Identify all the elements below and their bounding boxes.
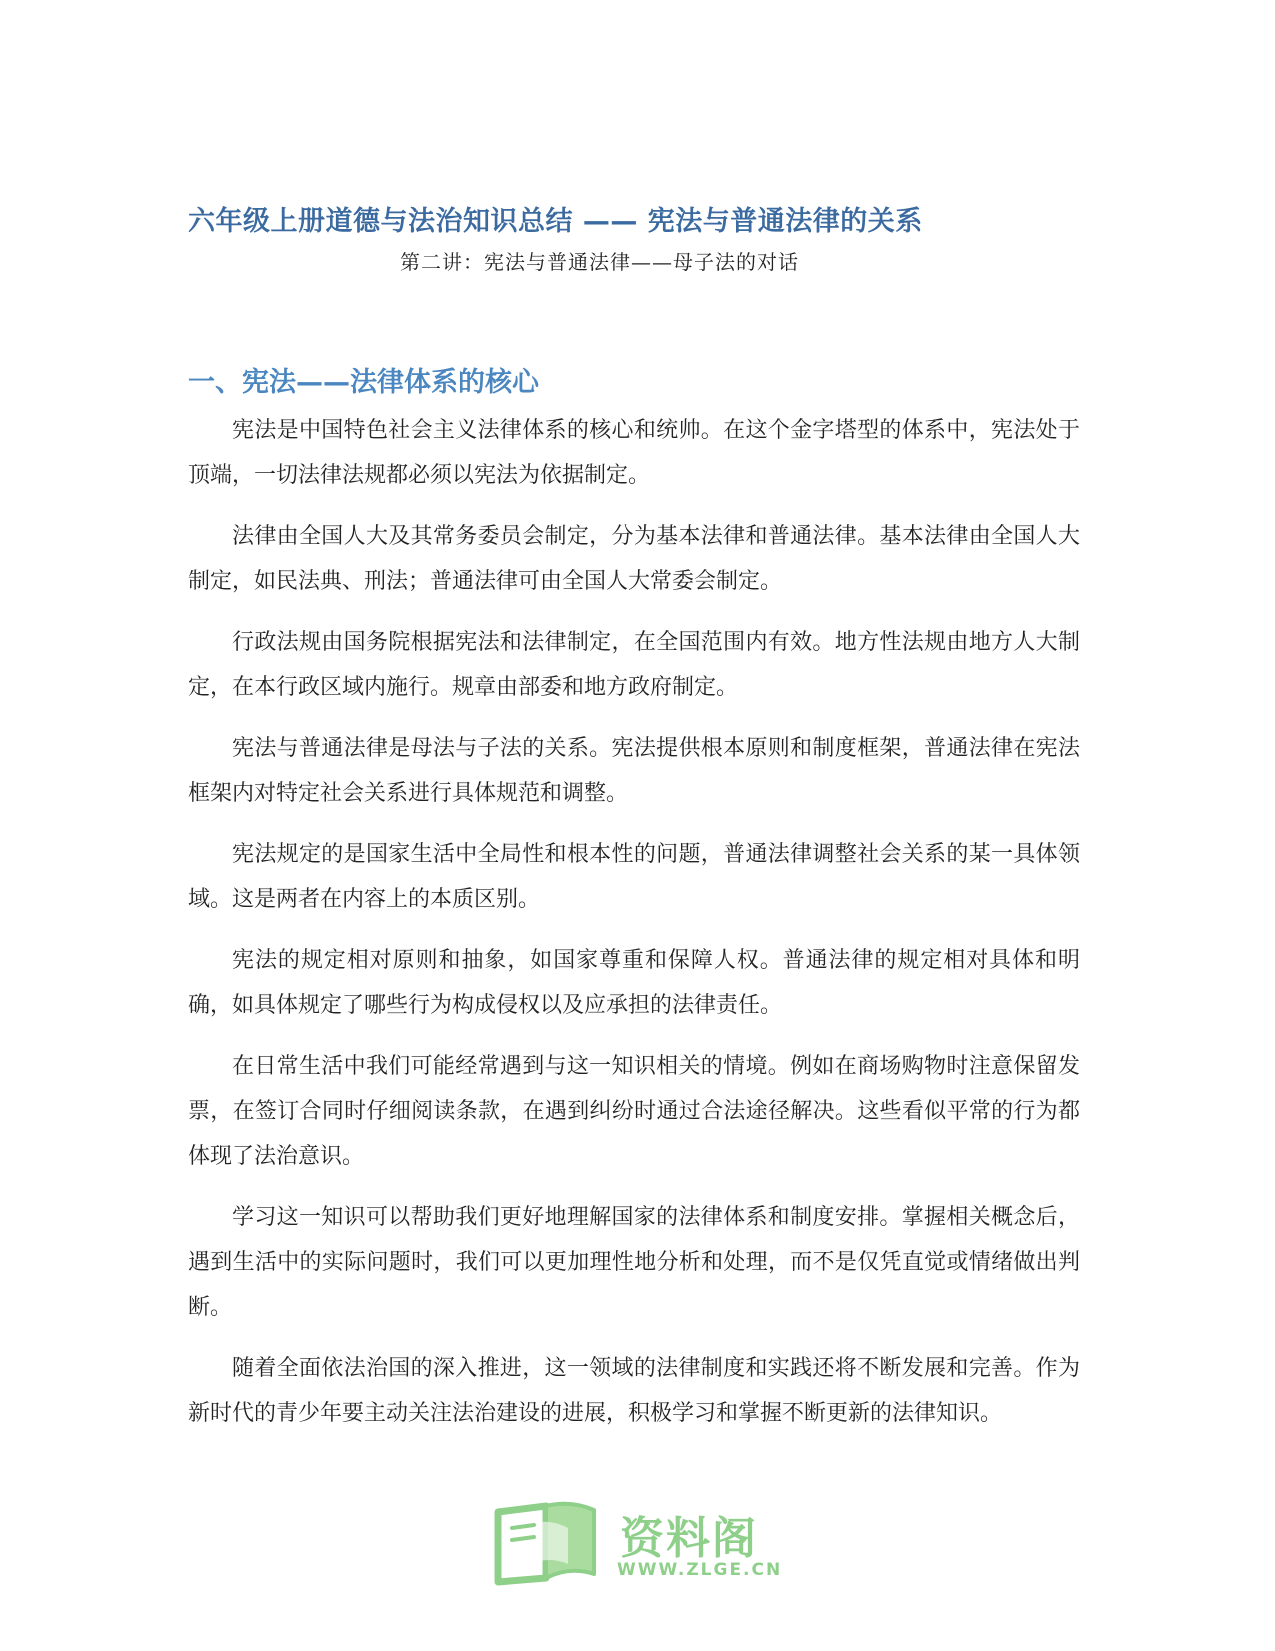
watermark-url: WWW.ZLGE.CN <box>617 1560 783 1580</box>
paragraph: 宪法的规定相对原则和抽象，如国家尊重和保障人权。普通法律的规定相对具体和明确，如具体规定了哪些行为构成侵权以及应承担的法律责任。 <box>188 948 1080 1018</box>
paragraph: 随着全面依法治国的深入推进，这一领域的法律制度和实践还将不断发展和完善。作为新时代的青少年要主动关注法治建设的进展，积极学习和掌握不断更新的法律知识。 <box>188 1356 1080 1426</box>
watermark-logo <box>490 1498 790 1588</box>
document-subtitle: 第二讲：宪法与普通法律——母子法的对话 <box>400 250 799 274</box>
paragraph: 宪法是中国特色社会主义法律体系的核心和统帅。在这个金字塔型的体系中，宪法处于顶端，一切法律法规都必须以宪法为依据制定。 <box>188 418 1080 488</box>
body-text <box>188 408 1080 1452</box>
paragraph: 宪法与普通法律是母法与子法的关系。宪法提供根本原则和制度框架，普通法律在宪法框架内对特定社会关系进行具体规范和调整。 <box>188 736 1080 806</box>
paragraph: 行政法规由国务院根据宪法和法律制定，在全国范围内有效。地方性法规由地方人大制定，在本行政区域内施行。规章由部委和地方政府制定。 <box>188 630 1080 700</box>
watermark-name: 资料阁 <box>620 1513 758 1564</box>
open-book-icon <box>490 1498 610 1588</box>
paragraph: 法律由全国人大及其常务委员会制定，分为基本法律和普通法律。基本法律由全国人大制定，如民法典、刑法；普通法律可由全国人大常委会制定。 <box>188 524 1080 594</box>
paragraph: 学习这一知识可以帮助我们更好地理解国家的法律体系和制度安排。掌握相关概念后，遇到生活中的实际问题时，我们可以更加理性地分析和处理，而不是仅凭直觉或情绪做出判断。 <box>188 1205 1080 1320</box>
paragraph: 宪法规定的是国家生活中全局性和根本性的问题，普通法律调整社会关系的某一具体领域。这是两者在内容上的本质区别。 <box>188 842 1080 912</box>
paragraph: 在日常生活中我们可能经常遇到与这一知识相关的情境。例如在商场购物时注意保留发票，在签订合同时仔细阅读条款，在遇到纠纷时通过合法途径解决。这些看似平常的行为都体现了法治意识。 <box>188 1054 1080 1169</box>
document-title: 六年级上册道德与法治知识总结 —— 宪法与普通法律的关系 <box>188 206 923 237</box>
section-heading: 一、宪法——法律体系的核心 <box>188 367 539 398</box>
